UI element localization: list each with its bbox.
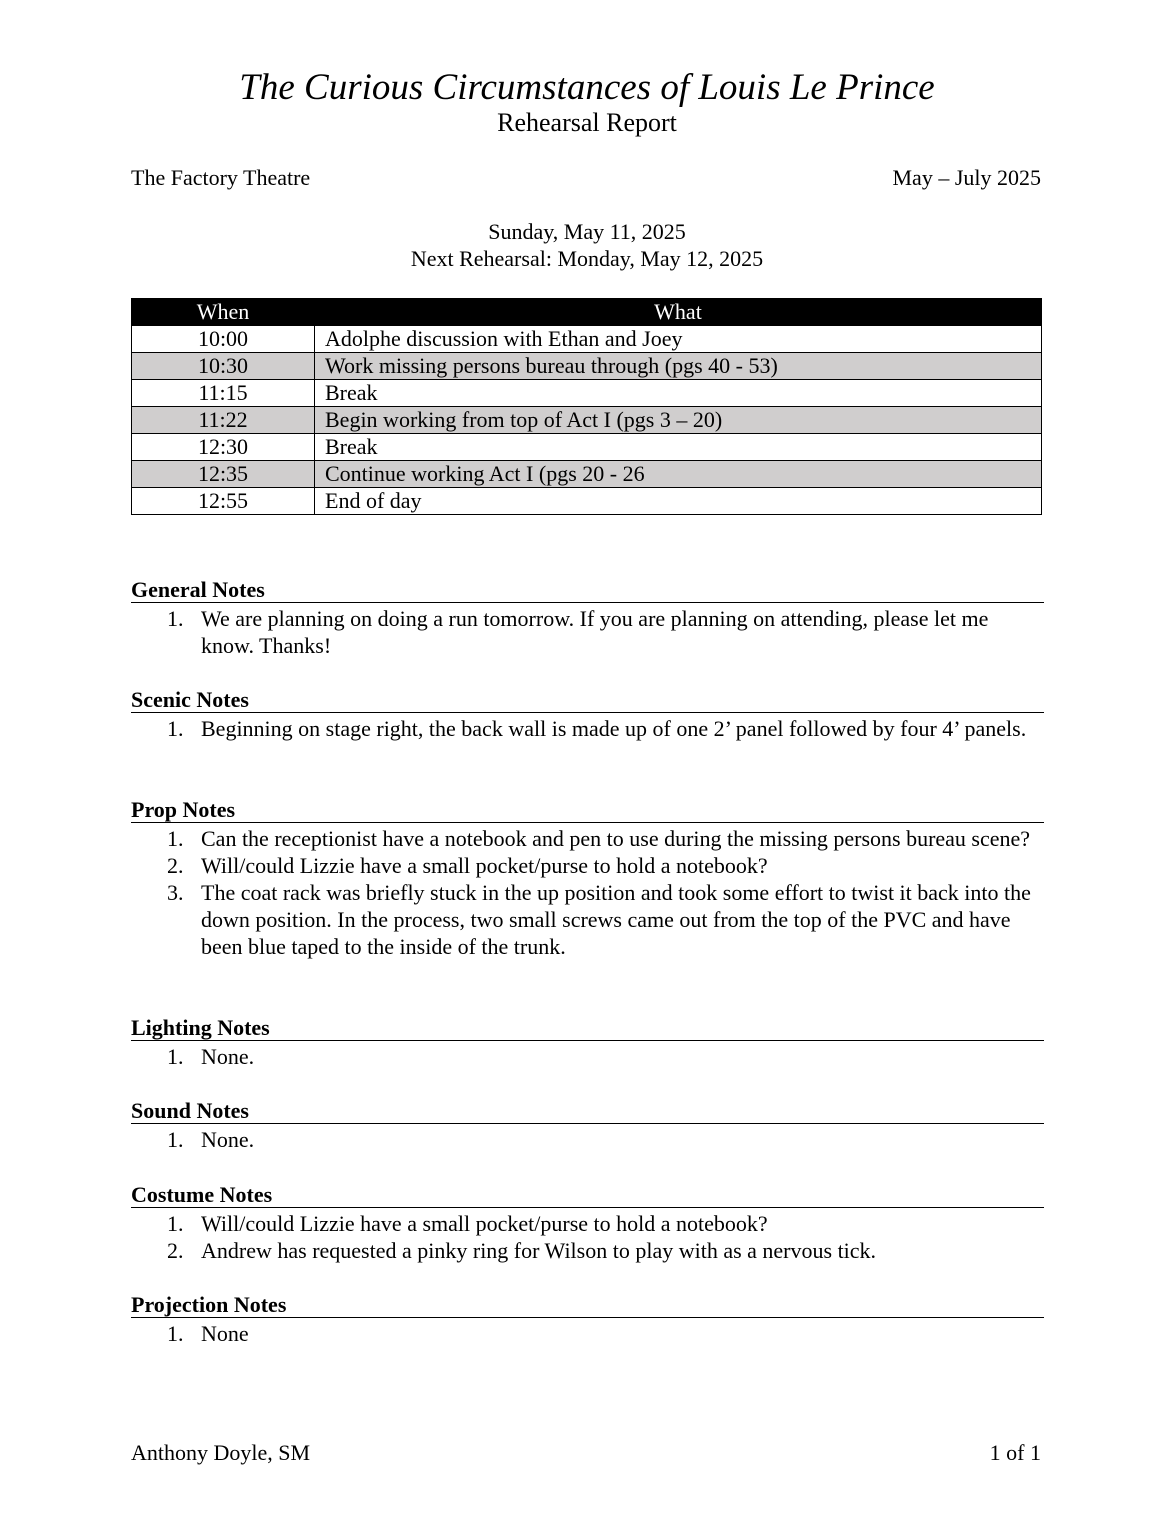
schedule-time: 10:00 (132, 326, 315, 353)
sound-notes-section (131, 1099, 1044, 1153)
schedule-time: 12:35 (132, 461, 315, 488)
note-text: Beginning on stage right, the back wall is made up of one 2’ panel followed by four 4’ panels. (201, 716, 1027, 741)
venue: The Factory Theatre (131, 165, 311, 190)
projection-notes-section (131, 1293, 1044, 1347)
footer-author: Anthony Doyle, SM (131, 1440, 311, 1465)
run-dates: May – July 2025 (892, 165, 1041, 190)
schedule-time: 12:55 (132, 488, 315, 515)
sound-notes-heading: Sound Notes (131, 1099, 1044, 1124)
schedule-activity: End of day (315, 488, 1042, 515)
costume-notes-section (131, 1183, 1044, 1264)
list-number: 2. (167, 853, 184, 878)
costume-notes-heading: Costume Notes (131, 1183, 1044, 1208)
schedule-activity: Break (315, 434, 1042, 461)
schedule-table (131, 298, 1042, 515)
prop-notes-heading: Prop Notes (131, 798, 1044, 823)
table-row (132, 434, 1042, 461)
schedule-activity: Adolphe discussion with Ethan and Joey (315, 326, 1042, 353)
prop-notes-section (131, 798, 1044, 960)
note-text: The coat rack was briefly stuck in the up position and took some effort to twist it back into the down position. In the process, two small screws came out from the top of the PVC and have been blue taped to the inside of the trunk. (201, 880, 1031, 959)
scenic-notes-section (131, 688, 1044, 742)
projection-notes-heading: Projection Notes (131, 1293, 1044, 1318)
lighting-notes-heading: Lighting Notes (131, 1016, 1044, 1041)
general-notes-section (131, 578, 1044, 659)
prop-notes-list (131, 825, 1044, 960)
page-subtitle: Rehearsal Report (497, 108, 677, 137)
note-text: Will/could Lizzie have a small pocket/purse to hold a notebook? (201, 1211, 768, 1236)
table-row (132, 326, 1042, 353)
schedule-time: 12:30 (132, 434, 315, 461)
scenic-notes-list (131, 715, 1044, 742)
schedule-time: 10:30 (132, 353, 315, 380)
list-number: 3. (167, 880, 184, 905)
note-text: We are planning on doing a run tomorrow. If you are planning on attending, please let me know. Thanks! (201, 606, 989, 658)
list-item (131, 1237, 1044, 1264)
when-column-header: When (132, 299, 315, 326)
what-column-header: What (315, 299, 1042, 326)
projection-notes-list (131, 1320, 1044, 1347)
table-row (132, 380, 1042, 407)
note-text: Will/could Lizzie have a small pocket/purse to hold a notebook? (201, 853, 768, 878)
sound-notes-list (131, 1126, 1044, 1153)
list-number: 1. (167, 716, 184, 741)
report-date: Sunday, May 11, 2025 (488, 219, 686, 244)
note-text: Andrew has requested a pinky ring for Wilson to play with as a nervous tick. (201, 1238, 877, 1263)
list-item (131, 825, 1044, 852)
schedule-activity: Break (315, 380, 1042, 407)
list-item (131, 1320, 1044, 1347)
list-item (131, 1126, 1044, 1153)
schedule-time: 11:22 (132, 407, 315, 434)
list-item (131, 1210, 1044, 1237)
note-text: None. (201, 1044, 255, 1069)
costume-notes-list (131, 1210, 1044, 1264)
schedule-activity: Begin working from top of Act I (pgs 3 – 20) (315, 407, 1042, 434)
table-row (132, 407, 1042, 434)
list-item (131, 605, 1044, 659)
general-notes-heading: General Notes (131, 578, 1044, 603)
list-item (131, 852, 1044, 879)
list-number: 1. (167, 1127, 184, 1152)
note-text: Can the receptionist have a notebook and pen to use during the missing persons bureau scene? (201, 826, 1031, 851)
table-row (132, 353, 1042, 380)
lighting-notes-section (131, 1016, 1044, 1070)
note-text: None (201, 1321, 249, 1346)
schedule-activity: Continue working Act I (pgs 20 - 26 (315, 461, 1042, 488)
scenic-notes-heading: Scenic Notes (131, 688, 1044, 713)
list-number: 2. (167, 1238, 184, 1263)
list-item (131, 1043, 1044, 1070)
list-number: 1. (167, 1321, 184, 1346)
list-item (131, 879, 1044, 960)
list-item (131, 715, 1044, 742)
note-text: None. (201, 1127, 255, 1152)
schedule-activity: Work missing persons bureau through (pgs 40 - 53) (315, 353, 1042, 380)
schedule-time: 11:15 (132, 380, 315, 407)
footer-page-number: 1 of 1 (989, 1440, 1041, 1465)
page-title: The Curious Circumstances of Louis Le Prince (239, 67, 935, 108)
list-number: 1. (167, 1211, 184, 1236)
table-row (132, 461, 1042, 488)
list-number: 1. (167, 606, 184, 631)
list-number: 1. (167, 826, 184, 851)
lighting-notes-list (131, 1043, 1044, 1070)
table-row (132, 488, 1042, 515)
general-notes-list (131, 605, 1044, 659)
list-number: 1. (167, 1044, 184, 1069)
schedule-header-row (132, 299, 1042, 326)
next-rehearsal: Next Rehearsal: Monday, May 12, 2025 (410, 246, 764, 271)
